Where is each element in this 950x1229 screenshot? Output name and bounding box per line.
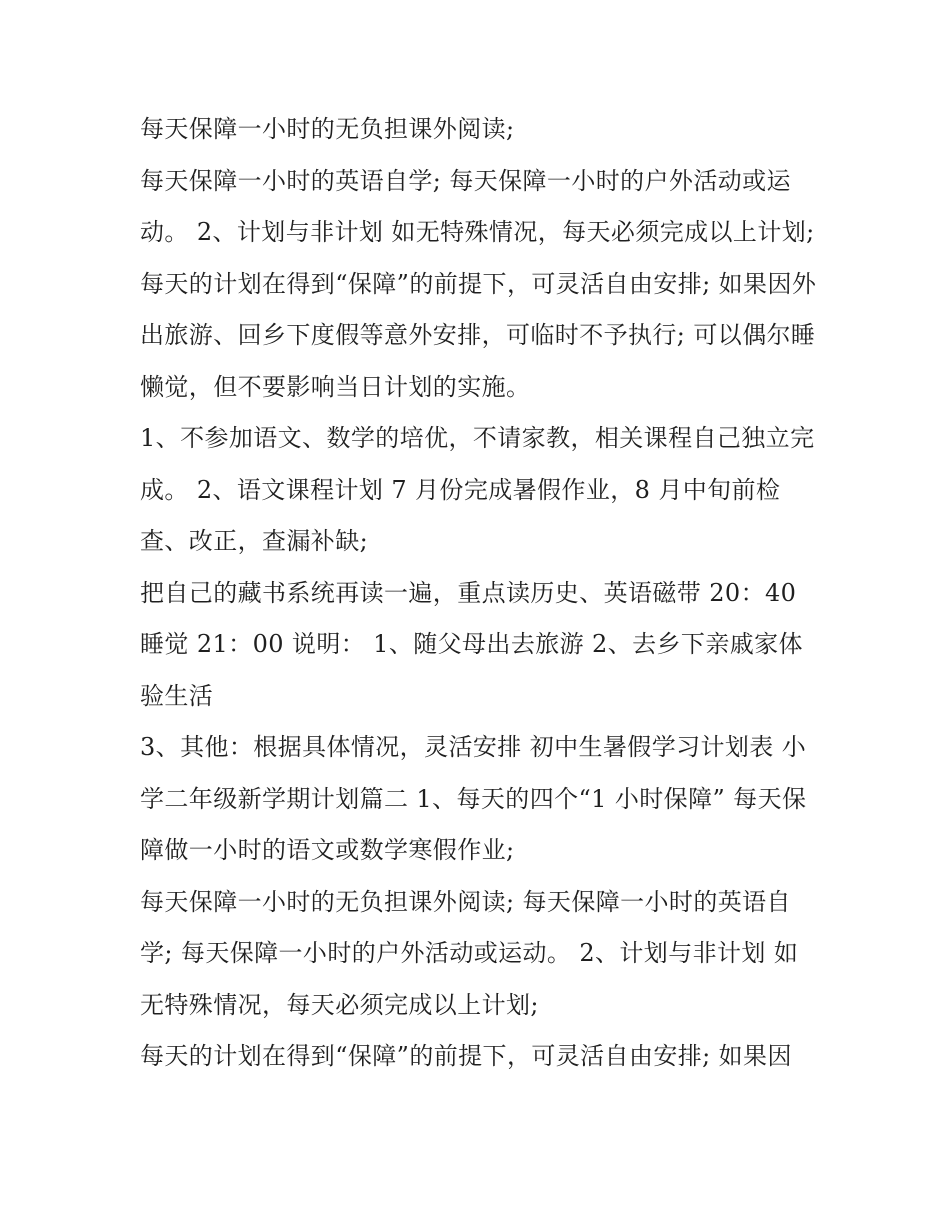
paragraph-daily-guarantees: 每天保障一小时的无负担课外阅读; 每天保障一小时的英语自学; 每天保障一小时的户外活动或运动。 2、计划与非计划 如无特殊情况，每天必须完成以上计划; [140,887,799,1019]
paragraph-other: 3、其他：根据具体情况，灵活安排 初中生暑假学习计划表 小学二年级新学期计划篇二 1、每天的四个“1 小时保障” 每天保障做一小时的语文或数学寒假作业; [140,733,807,864]
paragraph-no-tutoring: 1、不参加语文、数学的培优，不请家教，相关课程自己独立完成。 2、语文课程计划 7 月份完成暑假作业，8 月中旬前检查、改正，查漏补缺; [140,424,815,555]
paragraph-flexible-plan: 每天的计划在得到“保障”的前提下，可灵活自由安排; 如果因外出旅游、回乡下度假等意外安排，可临时不予执行; 可以偶尔睡懒觉，但不要影响当日计划的实施。 [140,269,817,401]
paragraph-reread-books: 把自己的藏书系统再读一遍，重点读历史、英语磁带 20：40 睡觉 21：00 说明： 1、随父母出去旅游 2、去乡下亲戚家体验生活 [140,578,803,710]
paragraph-flexible-plan-repeat: 每天的计划在得到“保障”的前提下，可灵活自由安排; 如果因 [140,1042,792,1070]
paragraph-english-outdoor: 每天保障一小时的英语自学; 每天保障一小时的户外活动或运动。 2、计划与非计划 如无特殊情况，每天必须完成以上计划; [140,166,815,246]
paragraph-reading: 每天保障一小时的无负担课外阅读; [140,115,515,143]
document-body [140,104,820,1083]
